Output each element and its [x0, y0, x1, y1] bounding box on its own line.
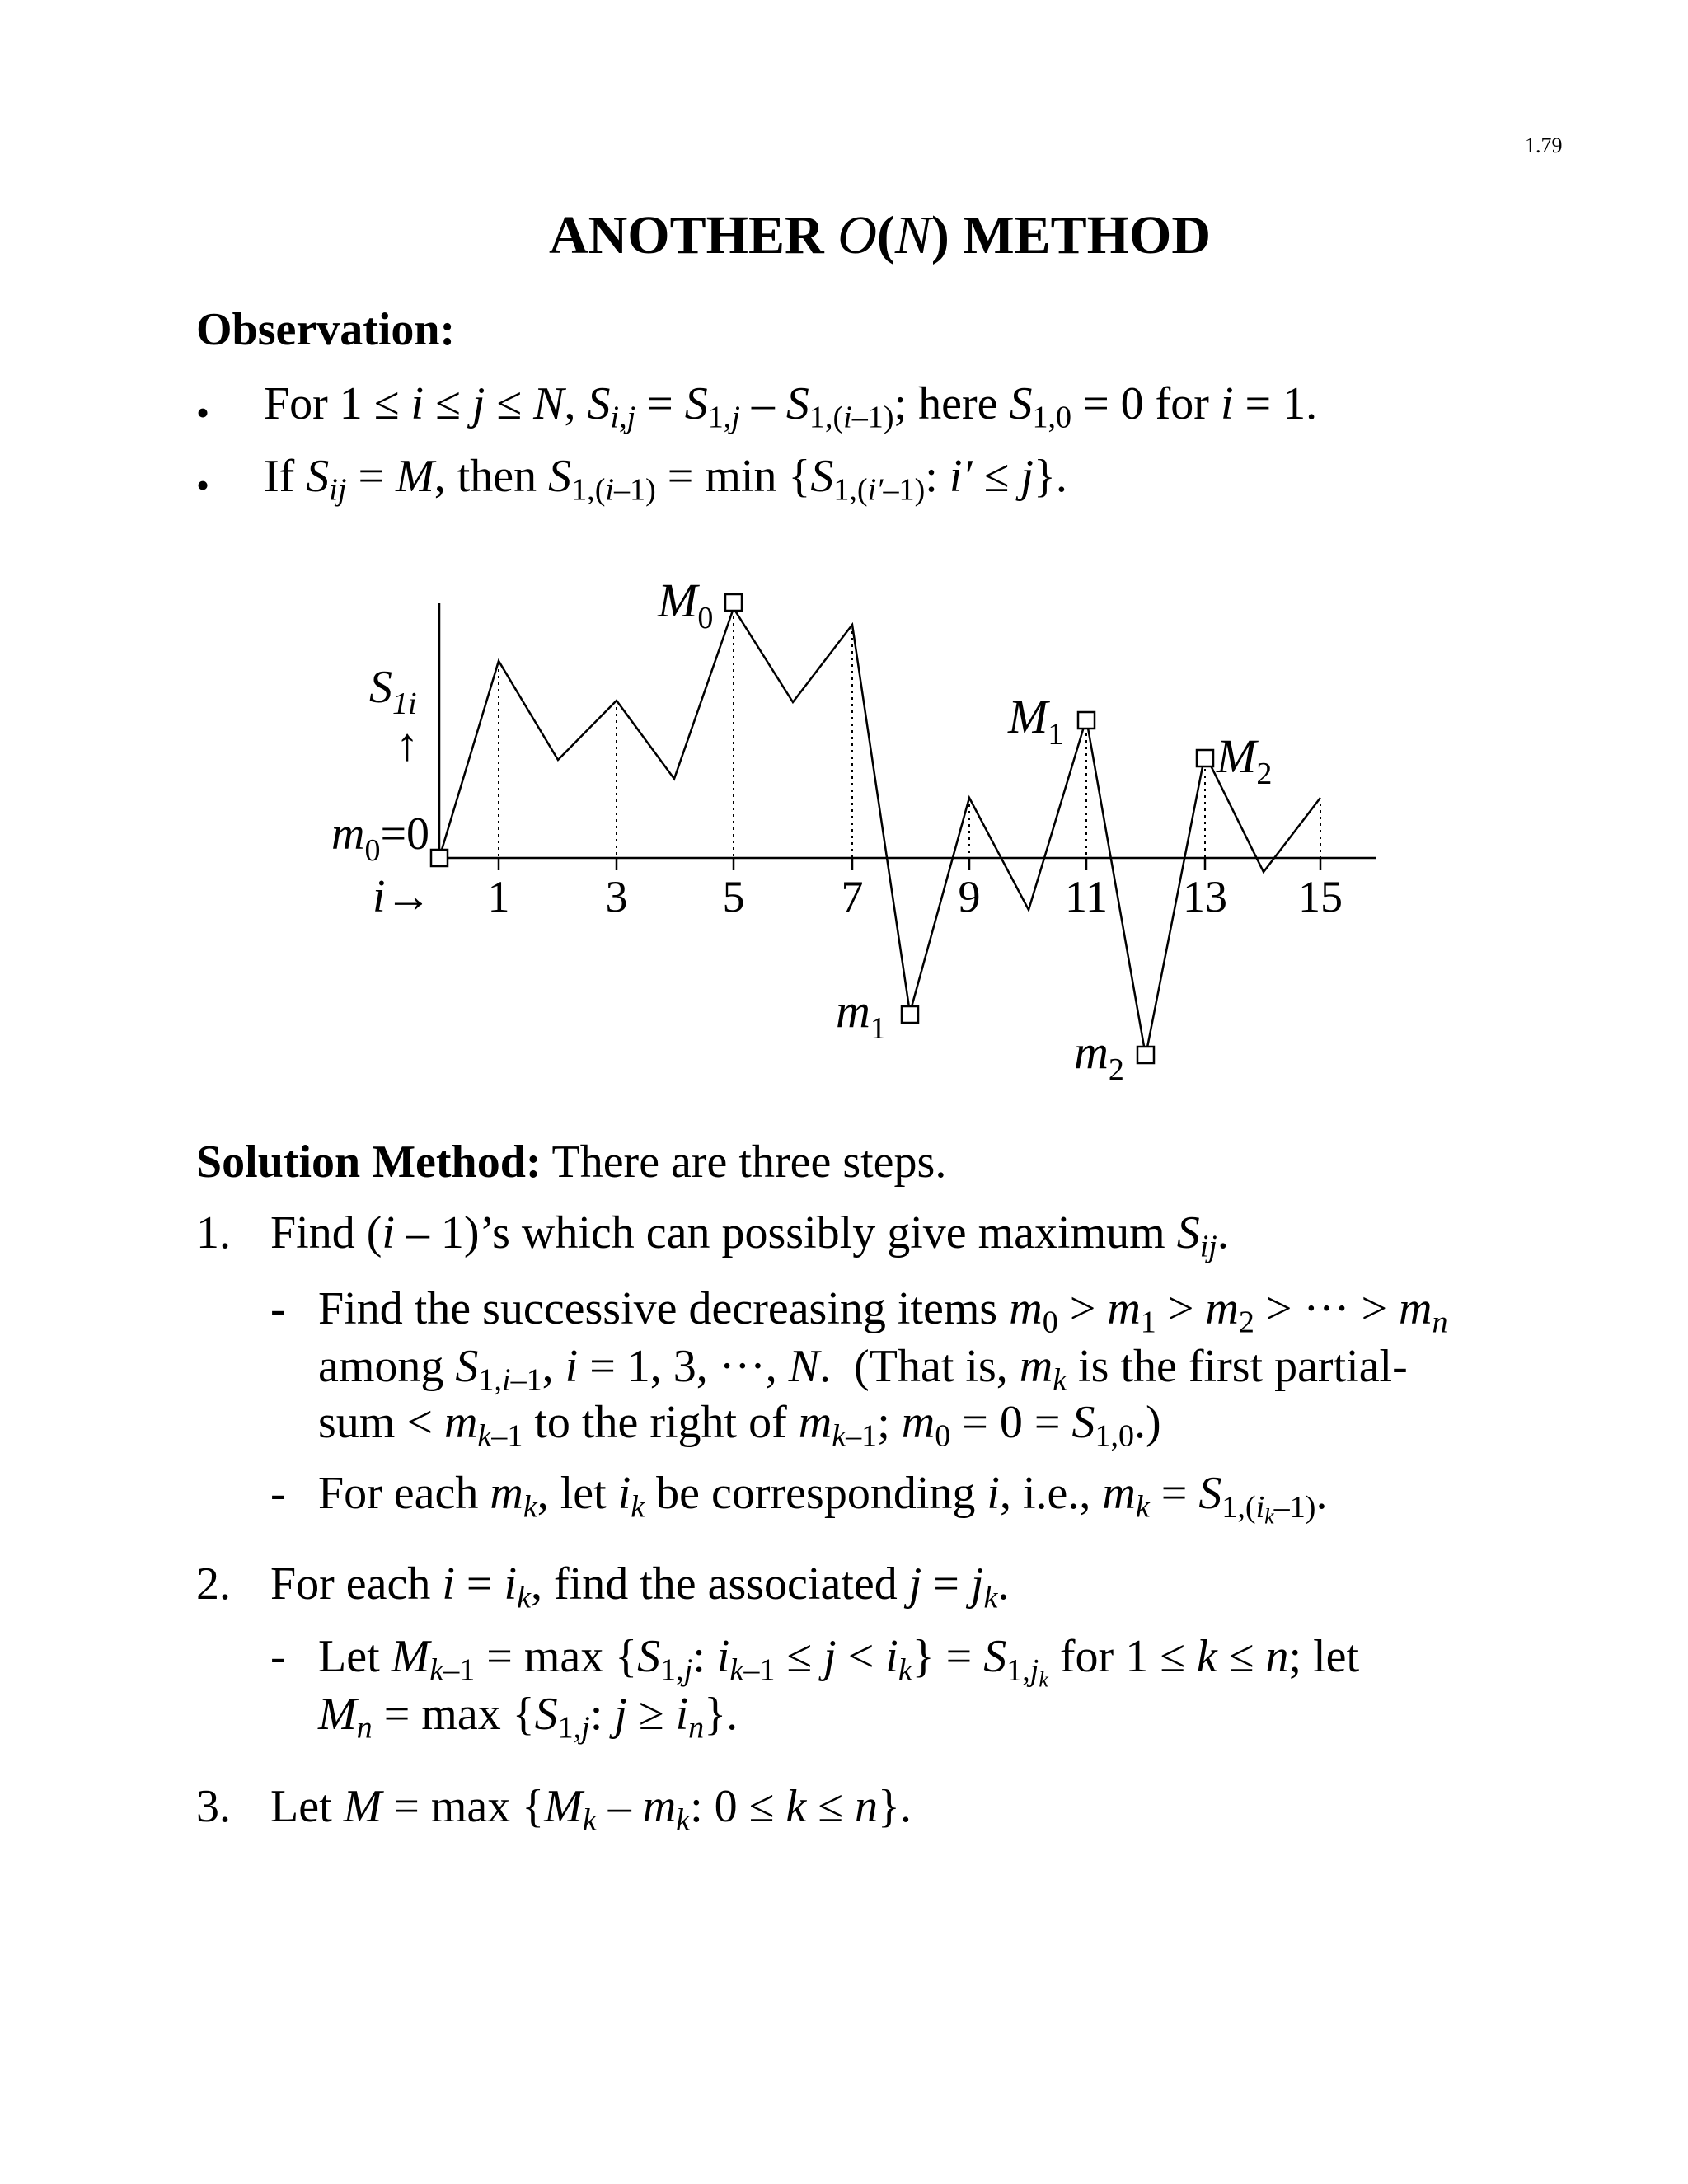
observation-line-2: If $S_{ij} = M$, then $S_{1,(i-1)} = \min \{S_{1,(i'-1)}$: i′ ≤ j}. [264, 451, 1067, 508]
x-tick-label: 7 [841, 872, 864, 921]
solution-intro: Solution Method: There are three steps. [196, 1137, 947, 1188]
x-tick-label: 13 [1183, 872, 1227, 921]
observation-heading: Observation: [196, 304, 456, 355]
partial-sum-curve [439, 608, 1320, 1056]
step-number: 1. [196, 1207, 231, 1258]
m2-marker [1137, 1047, 1154, 1063]
step-2-text: For each $i = i_k$, find the associated $j = j_k$. [270, 1558, 1010, 1615]
x-tick-label: 9 [958, 872, 981, 921]
m2-label: $m_2$ [1074, 1025, 1124, 1087]
dash: - [270, 1468, 286, 1519]
m1-label: $m_1$ [836, 984, 886, 1046]
step-1-text: Find (i – 1)’s which can possibly give maximum $S_{ij}$. [270, 1207, 1229, 1264]
m1-marker [902, 1006, 918, 1023]
page-title: ANOTHER O(N) METHOD [548, 205, 1212, 265]
x-tick-label: 15 [1298, 872, 1343, 921]
step-number: 2. [196, 1558, 231, 1610]
M1-label: $M_1$ [1008, 690, 1064, 752]
step-2a-line-2: $M_n = \max \{S_{1,j}$: $j \ge i_n$}. [318, 1689, 738, 1746]
step-number: 3. [196, 1781, 231, 1832]
x-tick-label: 3 [605, 872, 628, 921]
M2-marker [1197, 750, 1213, 766]
bullet: • [196, 391, 210, 434]
M0-label: $M_0$ [658, 574, 714, 635]
step-1b-text: For each $m_k$, let $i_k$ be corresponding i, i.e., $m_k = S_{1,(i_k-1)}$. [318, 1468, 1328, 1528]
x-tick-label: 5 [722, 872, 745, 921]
step-1a-line-3: sum < $m_{k-1}$ to the right of $m_{k-1}$; $m_0 = 0 = S_{1,0}$.) [318, 1397, 1161, 1454]
M0-marker [725, 594, 742, 611]
bullet: • [196, 464, 210, 506]
step-3-text: Let $M = \max \{M_k - m_k$: 0 ≤ k ≤ n}. [270, 1781, 912, 1838]
x-tick-label: 1 [487, 872, 510, 921]
observation-line-1: For 1 ≤ i ≤ j ≤ N, $S_{i,j} = S_{1,j} - S_{1,(i-1)}$; here $S_{1,0} = 0$ for i = 1. [264, 378, 1318, 435]
m0-marker [431, 850, 448, 866]
m0-label: $m_0=0$ [331, 808, 430, 868]
step-1a-line-1: Find the successive decreasing items $m_0 > m_1 > m_2$ > ··· > $m_n$ [318, 1283, 1448, 1340]
x-axis-label: i→ [373, 871, 432, 922]
M1-marker [1078, 712, 1095, 729]
dash: - [270, 1631, 286, 1682]
up-arrow: ↑ [396, 719, 419, 771]
step-2a-line-1: Let $M_{k-1} = \max \{S_{1,j}$: $i_{k-1} \le j < i_k\} = S_{1,j_k}$ for 1 ≤ k ≤ n; let [318, 1631, 1360, 1691]
page-number: 1.79 [1525, 134, 1563, 157]
step-1a-line-2: among $S_{1,i-1}$, i = 1, 3, ···, N. (That is, $m_k$ is the first partial- [318, 1341, 1408, 1398]
solution-heading: Solution Method: [196, 1137, 542, 1188]
M2-label: $M_2$ [1217, 729, 1273, 791]
x-tick-label: 11 [1065, 872, 1108, 921]
dash: - [270, 1283, 286, 1334]
y-axis-label: $S_{1i}$ [369, 662, 417, 721]
